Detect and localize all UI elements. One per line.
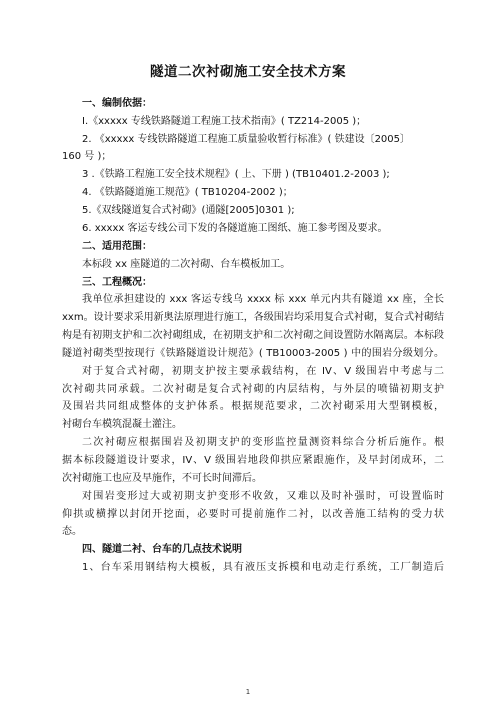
overview-line: 对于复合式衬砌，初期支护按主要承载结构，在 IV、V 级围岩中考虑与二 xyxy=(82,366,444,377)
section-heading-basis: 一、编制依据： xyxy=(82,98,152,109)
overview-line: 次衬砌共同承载。二次衬砌是复合式衬砌的内层结构，与外层的喷锚初期支护 xyxy=(62,384,444,395)
page-number: 1 xyxy=(245,688,251,696)
overview-line: 隧道衬砌类型按现行《铁路隧道设计规范》( TB10003-2005 ) 中的围岩分级划分。 xyxy=(62,348,444,359)
overview-line: 对围岩变形过大或初期支护变形不收敛，又难以及时补强时，可设置临时 xyxy=(82,491,444,502)
overview-line: 衬砌台车模筑混凝土灌注。 xyxy=(62,419,182,430)
basis-item-6: 6. xxxxx 客运专线公司下发的各隧道施工图纸、施工参考图及要求。 xyxy=(82,223,388,234)
technical-line: 1、台车采用钢结构大模板，具有液压支拆模和电动走行系统，工厂制造后 xyxy=(82,562,444,573)
overview-line: 态。 xyxy=(62,526,82,537)
document-title: 隧道二次衬砌施工安全技术方案 xyxy=(150,64,346,80)
basis-item-1: Ⅰ.《xxxxx 专线铁路隧道工程施工技术指南》( TZ214-2005 )； xyxy=(82,116,367,127)
overview-line: 我单位承担建设的 xxx 客运专线乌 xxxx 标 xxx 单元内共有隧道 xx 座，全长 xyxy=(82,294,444,305)
overview-line: 据本标段隧道设计要求，IV、V 级围岩地段仰拱应紧跟施作，及早封闭成环，二 xyxy=(62,455,444,466)
section-heading-overview: 三、工程概况： xyxy=(82,277,152,288)
basis-item-2-cont: 160 号 )； xyxy=(62,151,112,162)
overview-line: 及围岩共同组成整体的支护体系。根据规范要求，二次衬砌采用大型钢模板， xyxy=(62,401,444,412)
overview-line: 仰拱或横撑以封闭开挖面，必要时可提前施作二衬，以改善施工结构的受力状 xyxy=(62,509,444,520)
overview-line: 二次衬砌应根据围岩及初期支护的变形监控量测资料综合分析后施作。根 xyxy=(82,437,444,448)
section-heading-scope: 二、适用范围： xyxy=(82,241,152,252)
overview-line: 构是有初期支护和二次衬砌组成，在初期支护和二次衬砌之间设置防水隔离层。本标段 xyxy=(62,330,444,341)
basis-item-5: 5.《双线隧道复合式衬砌》(通隧[2005]0301 ); xyxy=(82,205,295,216)
overview-line: 次衬砌施工也应及早施作，不可长时间滞后。 xyxy=(62,473,262,484)
basis-item-2: 2. 《xxxxx 专线铁路隧道工程施工质量验收暂行标准》( 铁建设〔2005〕 xyxy=(82,134,411,145)
section-heading-technical: 四、隧道二衬、台车的几点技术说明 xyxy=(82,544,242,555)
basis-item-3: 3 .《铁路工程施工安全技术规程》( 上、下册 ) (TB10401.2-2003 ); xyxy=(82,169,390,180)
overview-line: xxm。设计要求采用新奥法原理进行施工，各级围岩均采用复合式衬砌，复合式衬砌结 xyxy=(62,312,444,323)
basis-item-4: 4. 《铁路隧道施工规范》( TB10204-2002 )； xyxy=(82,187,293,198)
scope-text: 本标段 xx 座隧道的二次衬砌、台车模板加工。 xyxy=(82,259,291,270)
